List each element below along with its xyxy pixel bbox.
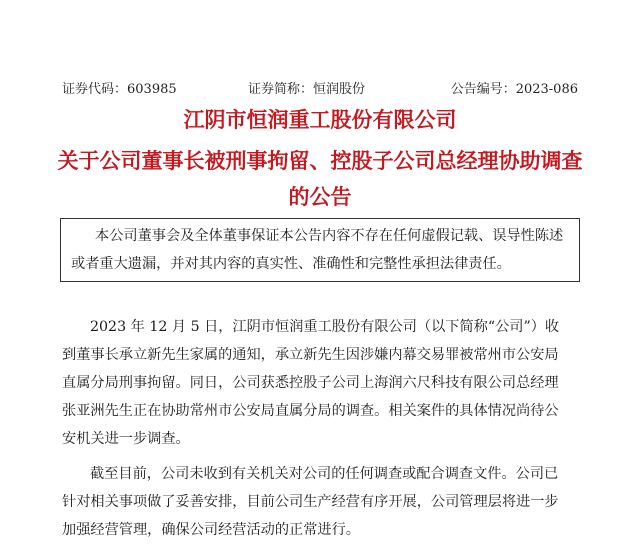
paragraph-2-line: 加强经营管理，确保公司经营活动的正常进行。 xyxy=(62,522,360,538)
announcement-meta-row xyxy=(62,80,578,100)
announcement-number: 公告编号：2023-086 xyxy=(450,82,578,97)
paragraph-1-line: 2023 年 12 月 5 日，江阴市恒润重工股份有限公司（以下简称“公司”）收 xyxy=(90,319,560,335)
stock-abbreviation: 证券简称：恒润股份 xyxy=(248,82,366,97)
announcement-title-line-1: 关于公司董事长被刑事拘留、控股子公司总经理协助调查 xyxy=(57,148,583,173)
board-statement-line: 或者重大遗漏，并对其内容的真实性、准确性和完整性承担法律责任。 xyxy=(71,256,511,272)
paragraph-2-line: 针对相关事项做了妥善安排，目前公司生产经营有序开展，公司管理层将进一步 xyxy=(62,494,559,510)
board-statement-box xyxy=(60,218,580,282)
paragraph-1-line: 到董事长承立新先生家属的通知，承立新先生因涉嫌内幕交易罪被常州市公安局 xyxy=(62,347,559,363)
paragraph-1-line: 直属分局刑事拘留。同日，公司获悉控股子公司上海润六尺科技有限公司总经理 xyxy=(62,375,559,391)
paragraph-1-line: 张亚洲先生正在协助常州市公安局直属分局的调查。相关案件的具体情况尚待公 xyxy=(62,403,559,419)
paragraph-2-line: 截至目前，公司未收到有关机关对公司的任何调查或配合调查文件。公司已 xyxy=(90,466,559,482)
paragraph-1-line: 安机关进一步调查。 xyxy=(62,431,190,447)
board-statement-line: 本公司董事会及全体董事保证本公告内容不存在任何虚假记载、误导性陈述 xyxy=(95,228,564,244)
company-name-title: 江阴市恒润重工股份有限公司 xyxy=(183,107,457,132)
stock-code: 证券代码：603985 xyxy=(62,82,177,97)
announcement-title-line-2: 的公告 xyxy=(288,184,352,209)
